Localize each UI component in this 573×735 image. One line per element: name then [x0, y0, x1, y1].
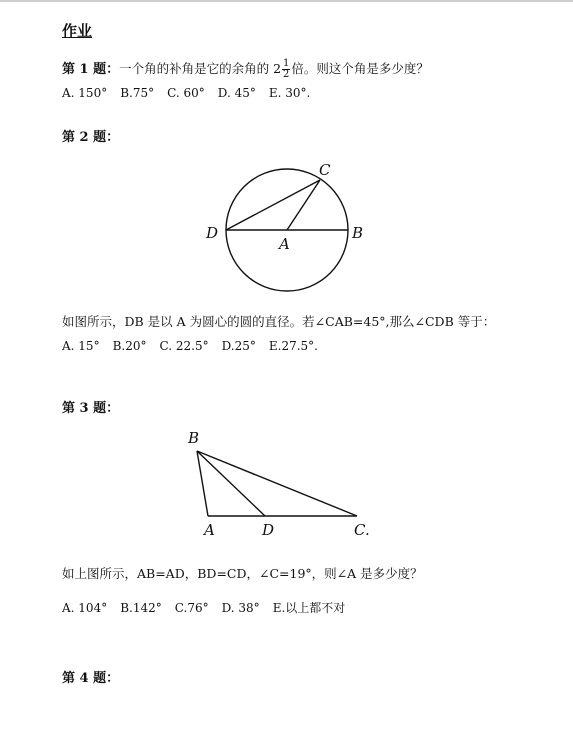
option-d: D.25°: [221, 339, 256, 353]
label-b: B: [188, 429, 200, 447]
question-2-text: 如图所示，DB 是以 A 为圆心的圆的直径。若∠CAB=45°,那么∠CDB 等于：: [62, 314, 496, 329]
option-a: A. 150°: [62, 86, 108, 100]
segment-bd: [197, 451, 265, 516]
option-e: E. 30°.: [268, 86, 311, 100]
option-b: B.142°: [120, 601, 162, 615]
option-c: C. 60°: [167, 86, 205, 100]
side-bc: [197, 451, 357, 516]
option-e: E.27.5°.: [268, 339, 318, 353]
label-d: D: [262, 521, 275, 539]
label-c: C: [319, 161, 331, 179]
option-c: C.76°: [174, 601, 209, 615]
question-2-heading: 第 2 题：: [62, 130, 120, 145]
option-e: E.以上都不对: [272, 601, 346, 615]
page-title: 作业: [62, 22, 93, 40]
question-3-text: 如上图所示，AB=AD，BD=CD，∠C=19°，则∠A 是多少度？: [62, 566, 423, 581]
option-a: A. 104°: [62, 601, 108, 615]
option-c: C. 22.5°: [159, 339, 209, 353]
question-4-heading: 第 4 题：: [62, 671, 120, 686]
question-1-text-end: 倍。则这个角是多少度？: [291, 61, 429, 76]
option-a: A. 15°: [62, 339, 100, 353]
option-d: D. 45°: [217, 86, 256, 100]
question-3-heading: 第 3 题：: [62, 401, 120, 416]
label-d: D: [206, 224, 219, 242]
label-b: B: [352, 224, 364, 242]
label-c: C.: [354, 521, 370, 539]
label-a: A: [279, 235, 290, 253]
label-a: A: [204, 521, 215, 539]
fraction-numerator: 1: [283, 58, 290, 69]
option-b: B.75°: [120, 86, 155, 100]
option-b: B.20°: [112, 339, 147, 353]
question-1-text-start: 一个角的补角是它的余角的 2: [119, 61, 282, 76]
question-1-heading: 第 1 题：: [62, 62, 120, 77]
fraction-denominator: 2: [283, 69, 290, 80]
option-d: D. 38°: [221, 601, 260, 615]
question-3-options: [62, 599, 358, 616]
